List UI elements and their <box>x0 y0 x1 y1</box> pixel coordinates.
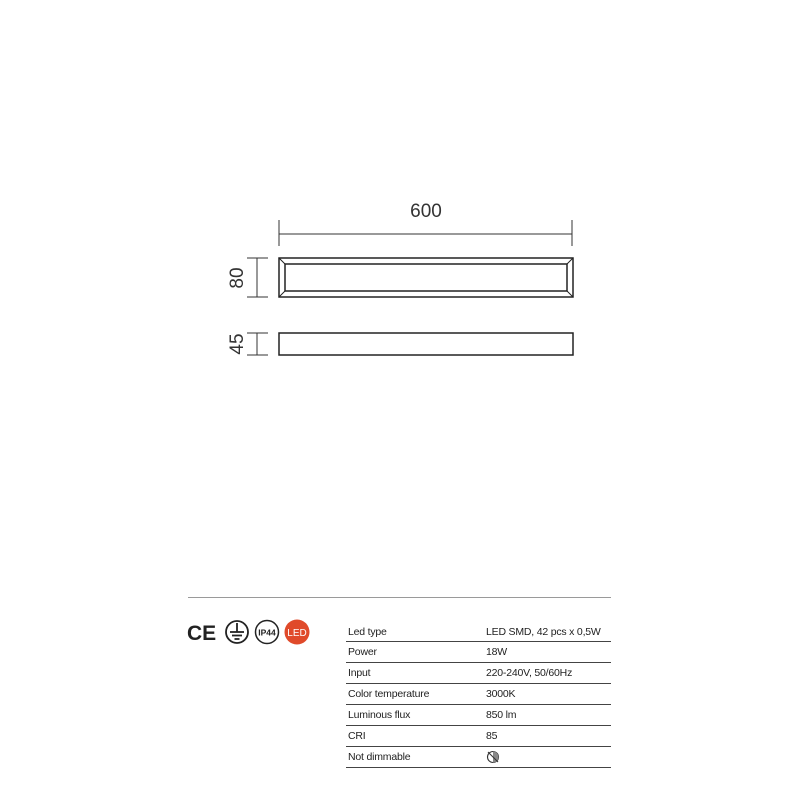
spec-value <box>484 747 611 768</box>
side-view <box>279 333 573 355</box>
table-row <box>346 642 611 663</box>
width-label: 600 <box>410 201 442 222</box>
spec-value: 850 lm <box>484 705 611 726</box>
table-row <box>346 663 611 684</box>
depth-label: 45 <box>227 333 249 355</box>
certification-icons <box>187 618 317 648</box>
table-row <box>346 622 611 642</box>
width-dimension <box>279 201 572 246</box>
spec-label: Led type <box>346 622 484 642</box>
spec-value: 18W <box>484 642 611 663</box>
ip44-icon <box>256 621 279 644</box>
front-view <box>279 258 573 297</box>
spec-label: Not dimmable <box>346 747 484 768</box>
specs-table <box>346 622 611 768</box>
spec-label: Input <box>346 663 484 684</box>
spec-label: Luminous flux <box>346 705 484 726</box>
spec-label: Power <box>346 642 484 663</box>
spec-value: LED SMD, 42 pcs x 0,5W <box>484 622 611 642</box>
earth-ground-icon <box>226 621 248 643</box>
spec-label: CRI <box>346 726 484 747</box>
led-icon <box>285 620 310 645</box>
table-row <box>346 747 611 768</box>
spec-label: Color temperature <box>346 684 484 705</box>
table-row <box>346 705 611 726</box>
height-label: 80 <box>227 267 249 289</box>
table-row <box>346 684 611 705</box>
spec-value: 85 <box>484 726 611 747</box>
table-row <box>346 726 611 747</box>
height-dimension <box>227 258 268 297</box>
ce-mark-icon: CE <box>187 622 217 645</box>
spec-value: 3000K <box>484 684 611 705</box>
not-dimmable-icon <box>486 750 500 764</box>
spec-value: 220-240V, 50/60Hz <box>484 663 611 684</box>
ip44-label: IP44 <box>258 627 276 638</box>
section-divider <box>188 597 611 598</box>
led-label: LED <box>287 628 307 639</box>
depth-dimension <box>227 333 268 355</box>
